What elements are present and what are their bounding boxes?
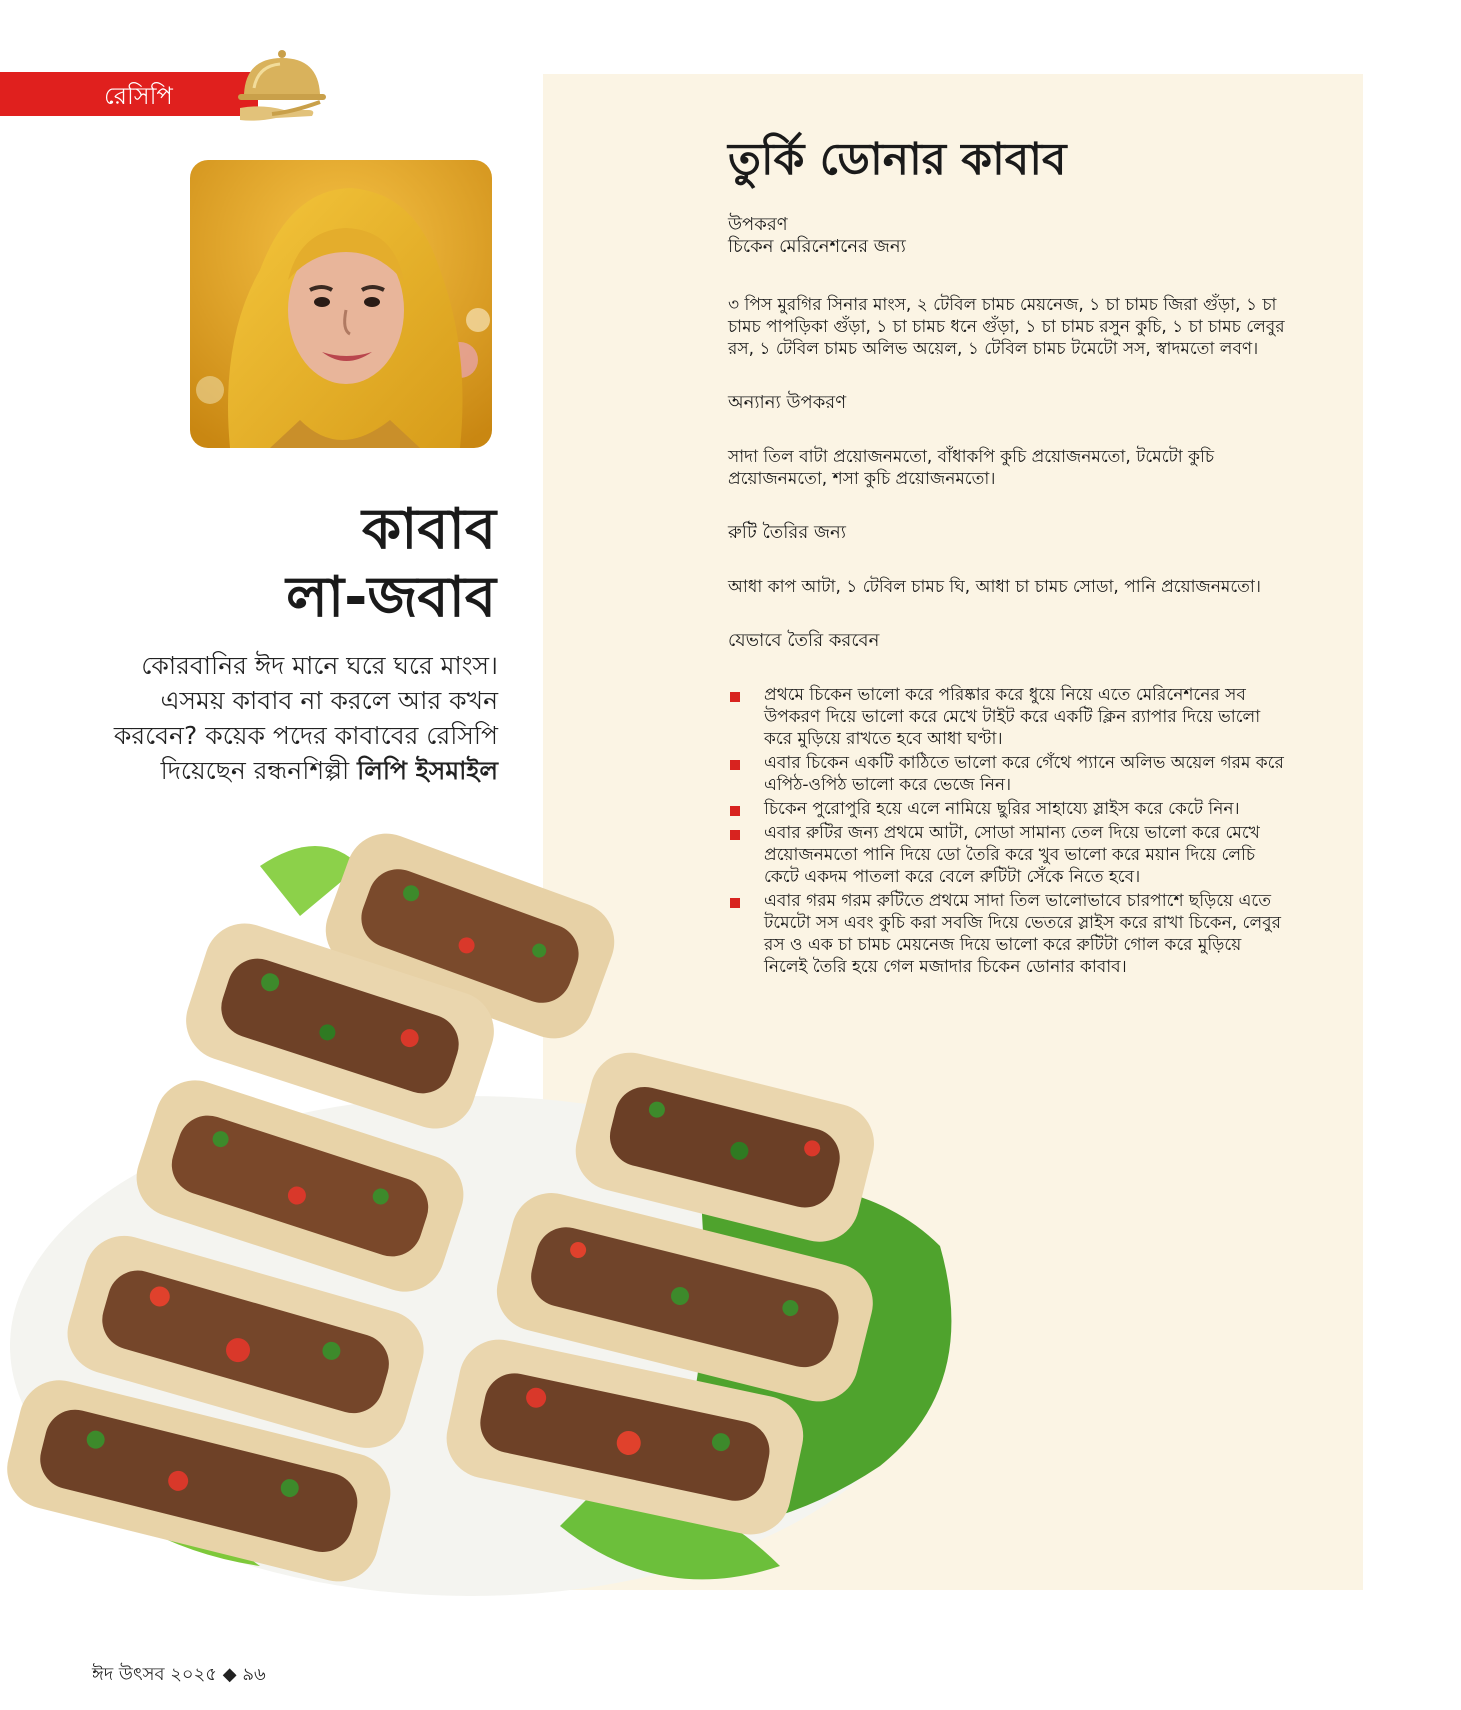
page-number: ৯৬ — [242, 1664, 266, 1685]
method-step — [728, 752, 1288, 796]
bread-label: রুটি তৈরির জন্য — [728, 522, 847, 543]
cloche-icon — [232, 48, 332, 130]
step-text: এবার গরম গরম রুটিতে প্রথমে সাদা তিল ভালোভাবে চারপাশে ছড়িয়ে এতে টমেটো সস এবং কুচি করা সবজি দিয়ে ভেতরে স্লাইস করে রাখা চিকেন, লেবুর রস ও এক চা চামচ মেয়নেজ দিয়ে ভালো করে রুটিটা গোল করে মুড়িয়ে নিলেই তৈরি হয়ে গেল মজাদার চিকেন ডোনার কাবাব। — [764, 891, 1281, 977]
page-footer — [92, 1660, 266, 1691]
separator-diamond-icon: ◆ — [222, 1664, 237, 1685]
author-name: লিপি ইসমাইল — [357, 756, 498, 785]
intro-text: কোরবানির ঈদ মানে ঘরে ঘরে মাংস। এসময় কাবাব না করলে আর কখন করবেন? কয়েক পদের কাবাবের রেসিপি দিয়েছেন রন্ধনশিল্পী — [113, 651, 498, 785]
feature-heading — [150, 496, 496, 632]
author-portrait — [190, 160, 492, 448]
bullet-square-icon — [730, 806, 740, 816]
heading-line-2: লা-জবাব — [286, 565, 496, 630]
step-text: এবার চিকেন একটি কাঠিতে ভালো করে গেঁথে প্যানে অলিভ অয়েল গরম করে এপিঠ-ওপিঠ ভালো করে ভেজে নিন। — [764, 753, 1284, 795]
method-label: যেভাবে তৈরি করবেন — [728, 630, 880, 651]
other-ingredients-text: সাদা তিল বাটা প্রয়োজনমতো, বাঁধাকপি কুচি প্রয়োজনমতো, টমেটো কুচি প্রয়োজনমতো, শসা কুচি প্রয়োজনমতো। — [728, 447, 1215, 489]
ingredients-label: উপকরণ — [728, 214, 788, 235]
step-text: প্রথমে চিকেন ভালো করে পরিষ্কার করে ধুয়ে নিয়ে এতে মেরিনেশনের সব উপকরণ দিয়ে ভালো করে মেখে টাইট করে একটি ক্লিন র‍্যাপার দিয়ে ভালো করে মুড়িয়ে রাখতে হবে আধা ঘণ্টা। — [764, 685, 1261, 749]
method-step — [728, 798, 1288, 820]
bread-text: আধা কাপ আটা, ১ টেবিল চামচ ঘি, আধা চা চামচ সোডা, পানি প্রয়োজনমতো। — [728, 577, 1261, 597]
bullet-square-icon — [730, 692, 740, 702]
step-text: এবার রুটির জন্য প্রথমে আটা, সোডা সামান্য তেল দিয়ে ভালো করে মেখে প্রয়োজনমতো পানি দিয়ে ডো তৈরি করে খুব ভালো করে ময়ান দিয়ে লেচি কেটে একদম পাতলা করে বেলে রুটিটা সেঁকে নিতে হবে। — [764, 823, 1260, 887]
issue-name: ঈদ উৎসব ২০২৫ — [92, 1664, 217, 1685]
section-label: রেসিপি — [104, 82, 173, 110]
marination-label: চিকেন মেরিনেশনের জন্য — [728, 236, 906, 257]
section-tag — [0, 72, 258, 116]
recipe-title: তুর্কি ডোনার কাবাব — [728, 134, 1067, 185]
intro-paragraph — [110, 648, 498, 788]
step-text: চিকেন পুরোপুরি হয়ে এলে নামিয়ে ছুরির সাহায্যে স্লাইস করে কেটে নিন। — [764, 799, 1240, 819]
doner-kebab-photo — [0, 826, 1000, 1626]
method-step — [728, 684, 1288, 750]
heading-line-1: কাবাব — [362, 497, 496, 562]
bullet-square-icon — [730, 760, 740, 770]
marination-text: ৩ পিস মুরগির সিনার মাংস, ২ টেবিল চামচ মেয়নেজ, ১ চা চামচ জিরা গুঁড়া, ১ চা চামচ পাপড়িকা গুঁড়া, ১ চা চামচ ধনে গুঁড়া, ১ চা চামচ রসুন কুচি, ১ চা চামচ লেবুর রস, ১ টেবিল চামচ অলিভ অয়েল, ১ টেবিল চামচ টমেটো সস, স্বাদমতো লবণ। — [728, 295, 1285, 359]
other-ingredients-label: অন্যান্য উপকরণ — [728, 392, 847, 413]
